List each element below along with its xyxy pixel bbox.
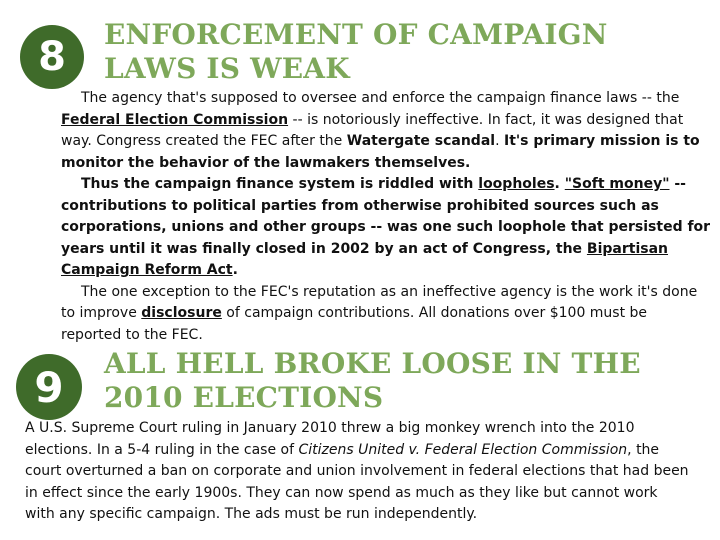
text-run: .: [554, 176, 565, 192]
text-run: , the court overturned a ban on corporate and union involvement in federal elections that had been in effect since the early 1900s. They can now spend as much as they like but cannot work with any specific campaign. The ads must be run independently.: [25, 441, 689, 522]
loopholes-link[interactable]: loopholes: [478, 176, 555, 192]
watergate-term: Watergate scandal: [346, 133, 496, 149]
paragraph: [25, 418, 690, 526]
mission-statement: It's primary mission is to monitor the behavior of the lawmakers themselves.: [61, 133, 700, 171]
text-run: The one exception to the FEC's reputation as an ineffective agency is the work it's done to improve: [61, 283, 698, 321]
section-heading: ENFORCEMENT OF CAMPAIGN LAWS IS WEAK: [104, 18, 608, 85]
section-body: [25, 418, 690, 526]
section-number-badge: [20, 25, 84, 89]
section-body: [61, 88, 711, 342]
section-number-badge: [16, 354, 82, 420]
text-run: -- is notoriously ineffective. In fact, it was designed that way. Congress created the FEC after the: [61, 111, 684, 149]
paragraph: [61, 88, 711, 174]
text-run: -- contributions to political parties from otherwise prohibited sources such as corporations, unions and other groups -- was one such loophole that persisted for years until it was finally closed in 2002 by an act of Congress, the: [61, 176, 711, 257]
text-run: A U.S. Supreme Court ruling in January 2010 threw a big monkey wrench into the 2010 elections. In a 5-4 ruling in the case of: [25, 420, 635, 458]
text-run: The agency that's supposed to oversee and enforce the campaign finance laws -- the: [81, 90, 680, 106]
bcra-link[interactable]: Bipartisan Campaign Reform Act: [61, 240, 669, 278]
section-number: 9: [34, 362, 64, 412]
text-run: .: [232, 262, 238, 278]
fec-link[interactable]: Federal Election Commission: [61, 111, 289, 128]
case-name: Citizens United v. Federal Election Commission: [298, 441, 628, 458]
disclosure-link[interactable]: disclosure: [141, 305, 222, 321]
text-run: Thus the campaign finance system is riddled with: [81, 176, 479, 192]
text-run: of campaign contributions. All donations over $100 must be reported to the FEC.: [61, 305, 648, 342]
paragraph: [61, 174, 711, 282]
section-heading: ALL HELL BROKE LOOSE IN THE 2010 ELECTIONS: [104, 347, 641, 414]
paragraph: [61, 282, 711, 343]
soft-money-link[interactable]: "Soft money": [564, 176, 670, 192]
section-number: 8: [38, 34, 66, 80]
text-run: .: [495, 133, 504, 149]
